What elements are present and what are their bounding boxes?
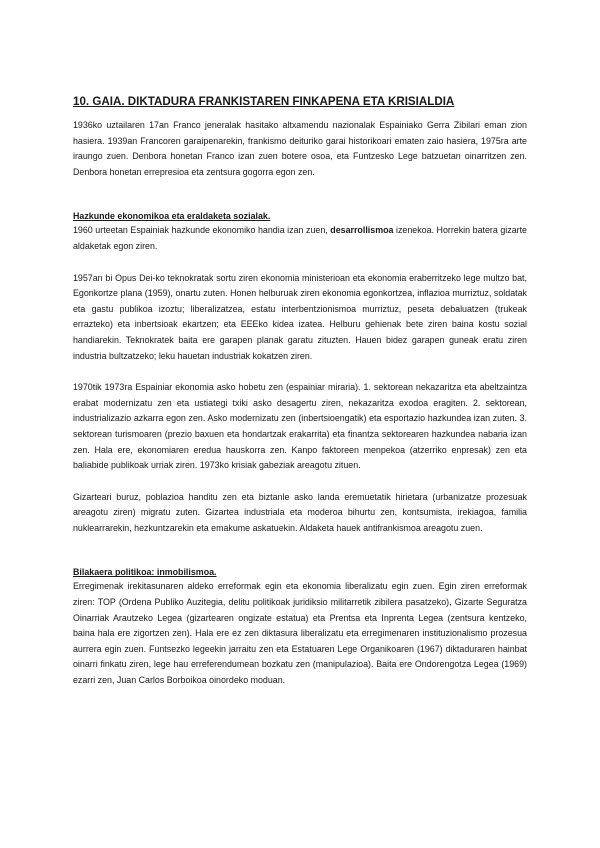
section-title-politics: Bilakaera politikoa: inmobilismoa. xyxy=(73,567,217,578)
economy-paragraph-3: 1970tik 1973ra Espainiar ekonomia asko hobetu zen (espainiar miraria). 1. sektorean nekazaritza eta abeltzaintza erabat modernizatu zen eta ustiategi txiki asko desagertu ziren, nekazaritza exodoa eragiten. 2. sektorean, industrializazio azkarra egon zen. Asko modernizatu zen (inbertsioengatik) eta esportazio hazkundea izan zuten. 3. sektorean turismoaren (prezio baxuen eta hondartzak erakarrita) eta finantza sektorearen hazkundea nabaria izan zen. Hala ere, ekonomiaren eredua hauskorra zen. Kanpo faktoreen menpekoa (atzerriko enpresak) zen eta baliabide publikoak urriak ziren. 1973ko krisiak gabeziak areagotu zituen. xyxy=(73,382,527,471)
politics-paragraph: Erregimenak irekitasunaren aldeko erreformak egin eta ekonomia liberalizatu egin zuen. Egin ziren erreformak ziren: TOP (Ordena Publiko Auzitegia, delitu politikoak juridiksio militarretik zibilera pasatzeko), Gizarte Seguratza Oinarriak Arautzeko Legea (gizartearen ongizate estatua) eta Prentsa eta Inprenta Legea (zentsura kentzeko, baina hala ere zigortzen zen). Hala ere ez zen diktasura liberalizatu eta erregimenaren instituzionalismo prozesua aurrera egin zuen. Funtsezko legeekin jarraitu zen eta Estatuaren Lege Organikoaren (1967) diktaduraren hainbat oinarri finkatu ziren, lege hau erreferendumean bozkatu zen (manipulazioa). Baita ere Ondorengotza Legea (1969) ezarri zen, Juan Carlos Borboikoa oinordeko moduan. xyxy=(73,581,527,686)
intro-paragraph: 1936ko uztailaren 17an Franco jeneralak hasitako altxamendu nazionalak Espainiako Gerra Zibilari eman zion hasiera. 1939an Francoren garaipenarekin, frankismo deituriko garai historikoari ematen zaio hasiera, 1975ra arte iraungo zuen. Denbora honetan Franco izan zuen botere osoa, eta Funtzesko Lege batzuetan oinarritzen zen. Denbora honetan errepresioa eta zentsura gogorra egon zen. xyxy=(73,120,527,177)
economy-paragraph-1 xyxy=(73,223,527,254)
society-paragraph: Gizarteari buruz, poblazioa handitu zen eta biztanle asko landa eremuetatik hirietara (urbanizatze prozesuak areagotu ziren) migratu zuten. Gizartea industriala eta moderoa bihurtu zen, kontsumista, irekiagoa, familia nuklearrarekin, hezkuntzarekin eta emakume askatuekin. Aldaketa hauek antifrankismoa areagotu zuen. xyxy=(73,491,527,533)
section-title-economy: Hazkunde ekonomikoa eta eraldaketa sozialak. xyxy=(73,211,271,222)
economy-p1-end: izenekoa. Horrekin batera gizarte aldaketak egon ziren. xyxy=(73,225,527,251)
economy-p1-start: 1960 urteetan Espainiak hazkunde ekonomiko handia izan zuen, xyxy=(73,225,331,236)
document-title: 10. GAIA. DIKTADURA FRANKISTAREN FINKAPENA ETA KRISIALDIA xyxy=(73,95,455,108)
desarrollismoa-term: desarrollismoa xyxy=(330,225,394,236)
economy-paragraph-2: 1957an bi Opus Dei-ko teknokratak sortu ziren ekonomia ministerioan eta ekonomia eraberritzeko lege multzo bat, Egonkortze plana (1959), onartu zuten. Honen helburuak ziren ekonomia egonkortzea, inflazioa murriztuz, soldatak eta gastu publikoa izoztu; liberalizatzea, estatu interbentzionismoa murriztuz, peseta debaluatzen (trukeak errazteko) eta inbertsioak ekartzen; eta EEEko kidea izatea. Helburu gehienak bete ziren baina kostu sozial handiarekin. Teknokratek baita ere garapen planak garatu zituzten. Hauen bidez garapen guneak eratu ziren industria bultzatzeko; leku hauetan industriak kokatzen ziren. xyxy=(73,272,527,361)
